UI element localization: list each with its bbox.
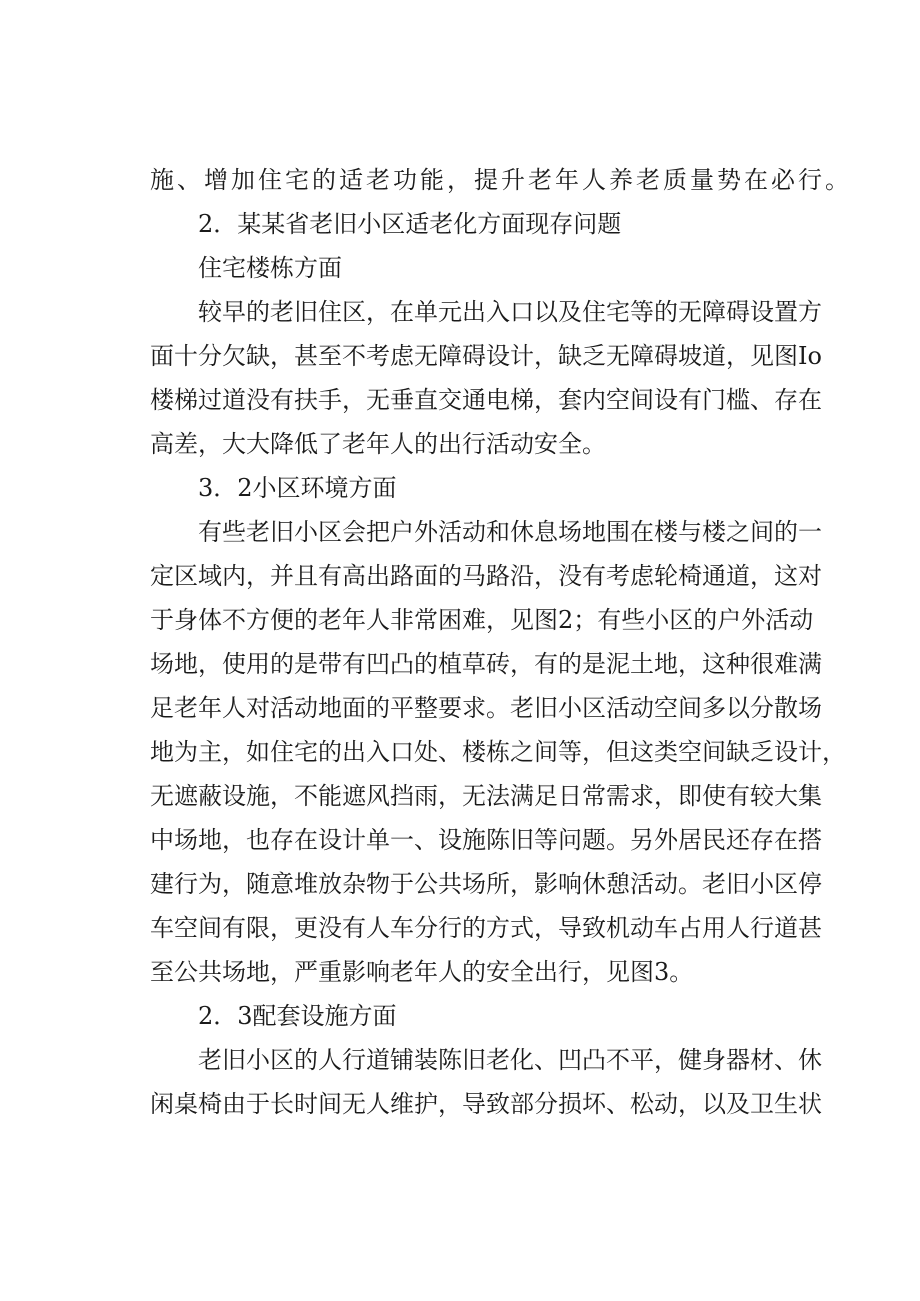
paragraph-line: 定区域内，并且有高出路面的马路沿，没有考虑轮椅通道，这对 — [150, 562, 822, 590]
paragraph-line: 较早的老旧住区，在单元出入口以及住宅等的无障碍设置方 — [198, 298, 822, 326]
paragraph-line: 老旧小区的人行道铺装陈旧老化、凹凸不平，健身器材、休 — [198, 1046, 822, 1074]
section-heading: 住宅楼栋方面 — [198, 254, 342, 282]
paragraph-line: 场地，使用的是带有凹凸的植草砖，有的是泥土地，这种很难满 — [150, 650, 822, 678]
paragraph-line: 中场地，也存在设计单一、设施陈旧等问题。另外居民还存在搭 — [150, 826, 822, 854]
paragraph-line: 面十分欠缺，甚至不考虑无障碍设计，缺乏无障碍坡道，见图Io — [150, 342, 822, 370]
paragraph-line: 高差，大大降低了老年人的出行活动安全。 — [150, 430, 606, 458]
paragraph-line: 建行为，随意堆放杂物于公共场所，影响休憩活动。老旧小区停 — [150, 870, 822, 898]
section-heading: 2．3配套设施方面 — [198, 1002, 397, 1030]
paragraph-line: 楼梯过道没有扶手，无垂直交通电梯，套内空间设有门槛、存在 — [150, 386, 822, 414]
paragraph-line: 施、增加住宅的适老功能，提升老年人养老质量势在必行。 — [150, 166, 852, 194]
paragraph-line: 有些老旧小区会把户外活动和休息场地围在楼与楼之间的一 — [198, 518, 822, 546]
paragraph-line: 足老年人对活动地面的平整要求。老旧小区活动空间多以分散场 — [150, 694, 822, 722]
section-heading: 2．某某省老旧小区适老化方面现存问题 — [198, 210, 622, 238]
paragraph-line: 闲桌椅由于长时间无人维护，导致部分损坏、松动，以及卫生状 — [150, 1090, 822, 1118]
section-heading: 3．2小区环境方面 — [198, 474, 397, 502]
paragraph-line: 无遮蔽设施，不能遮风挡雨，无法满足日常需求，即使有较大集 — [150, 782, 822, 810]
paragraph-line: 地为主，如住宅的出入口处、楼栋之间等，但这类空间缺乏设计， — [150, 738, 846, 766]
paragraph-line: 至公共场地，严重影响老年人的安全出行，见图3。 — [150, 958, 694, 986]
paragraph-line: 于身体不方便的老年人非常困难，见图2；有些小区的户外活动 — [150, 606, 814, 634]
paragraph-line: 车空间有限，更没有人车分行的方式，导致机动车占用人行道甚 — [150, 914, 822, 942]
